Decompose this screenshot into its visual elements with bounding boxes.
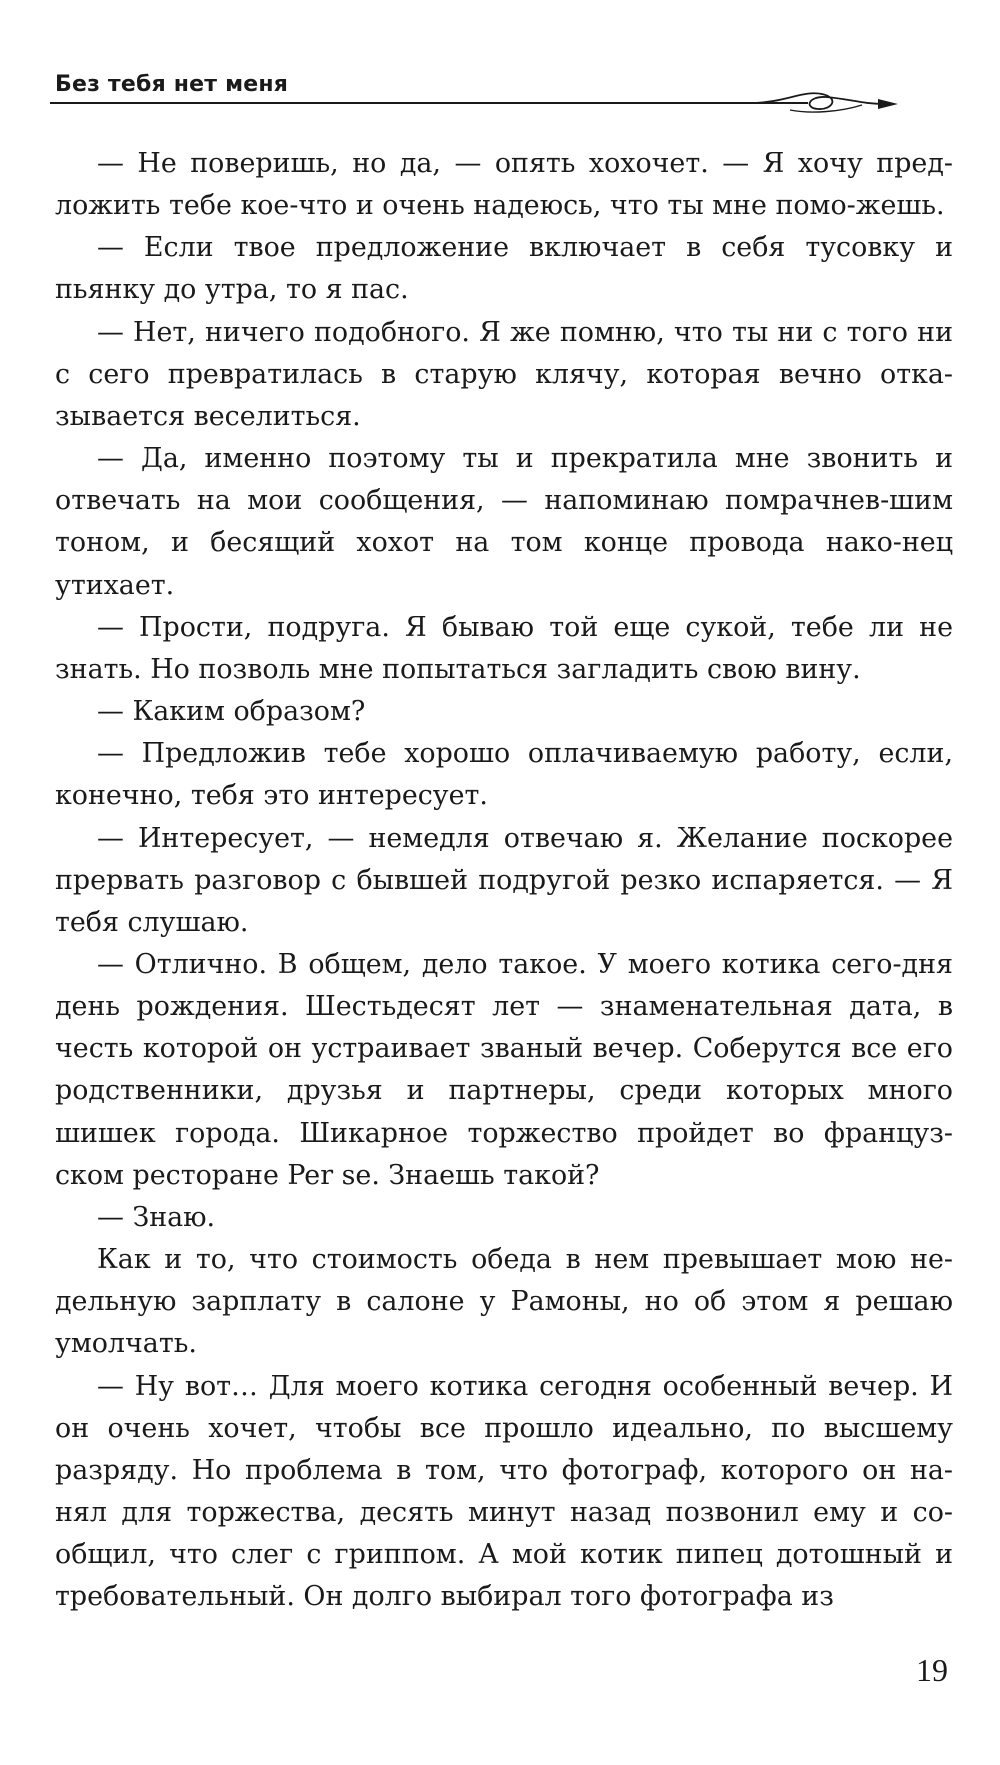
paragraph: — Если твое предложение включает в себя тусовку и пьянку до утра, то я пас.: [55, 232, 953, 306]
main-text: [55, 143, 953, 1618]
running-head-title: Без тебя нет меня: [55, 72, 289, 97]
flourish-arrowhead: [878, 99, 898, 109]
paragraph: — Интересует, — немедля отвечаю я. Желание поскорее прервать разговор с бывшей подругой резко испаряется. — Я тебя слушаю.: [55, 822, 953, 938]
paragraph: — Знаю.: [97, 1201, 216, 1233]
paragraph: — Ну вот… Для моего котика сегодня особенный вечер. И он очень хочет, чтобы все прошло идеально, по высшему разряду. Но проблема в том, что фотограф, которого он на-нял для торжества, десять минут назад позвонил ему и со-общил, что слег с гриппом. А мой котик пипец дотошный и требовательный. Он долго выбирал того фотографа из: [55, 1370, 953, 1613]
paragraph: — Предложив тебе хорошо оплачиваемую работу, если, конечно, тебя это интересует.: [55, 738, 953, 812]
paragraph: Как и то, что стоимость обеда в нем превышает мою не-дельную зарплату в салоне у Рамоны, но об этом я решаю умолчать.: [55, 1244, 953, 1360]
paragraph: — Да, именно поэтому ты и прекратила мне звонить и отвечать на мои сообщения, — напоминаю помрачнев-шим тоном, и бесящий хохот на том конце провода нако-нец утихает.: [55, 443, 953, 601]
header-rule-ornament: [50, 92, 945, 122]
paragraph: — Не поверишь, но да, — опять хохочет. — Я хочу пред-ложить тебе кое-что и очень надеюсь, что ты мне помо-жешь.: [55, 148, 953, 222]
flourish-curl: [750, 93, 885, 109]
paragraph: — Отлично. В общем, дело такое. У моего котика сего-дня день рождения. Шестьдесят лет — знаменательная дата, в честь которой он устраивает званый вечер. Соберутся все его родственники, друзья и партнеры, среди которых много шишек города. Шикарное торжество пройдет во француз-ском ресторане Per se. Знаешь такой?: [55, 948, 953, 1191]
paragraph: — Нет, ничего подобного. Я же помню, что ты ни с того ни с сего превратилась в старую клячу, которая вечно отка-зывается веселиться.: [55, 316, 953, 432]
page-number: 19: [916, 1652, 948, 1688]
paragraph: — Прости, подруга. Я бываю той еще сукой, тебе ли не знать. Но позволь мне попытаться загладить свою вину.: [55, 611, 953, 685]
paragraph: — Каким образом?: [97, 696, 366, 728]
